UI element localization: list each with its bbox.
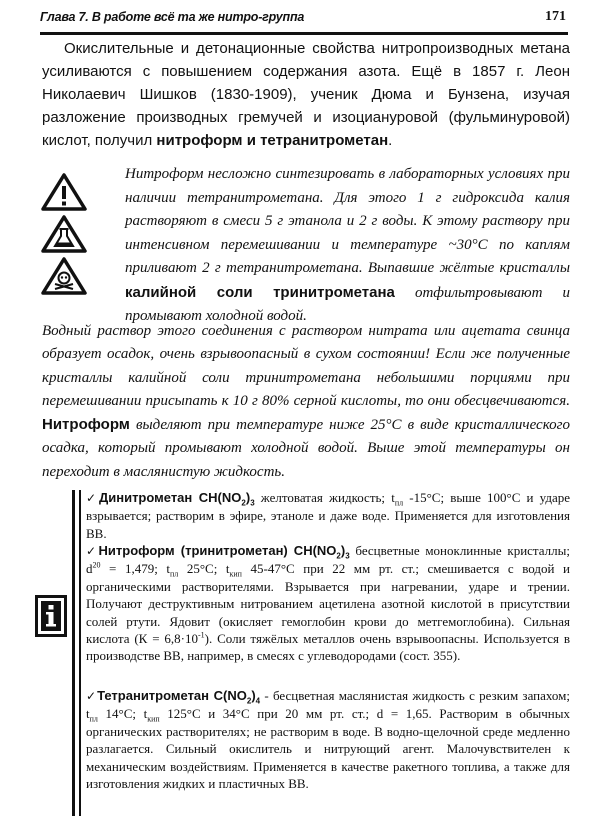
info-entry-tetranitromethane: ✓Тетранитрометан $C(NO_2)_4$ - бесцветная маслянистая жидкость с резким запахом; $t_{пл}$ 14°С; $t_{кип}$ 125°С и 34°С при 20 мм рт. ст.; d = 1,65. Растворим в обычных органических растворителях; не растворим в воде. В водно-щелочной среде медленно разлагается. Сильный окислитель и нитрующий агент. Малочувствителен к механическим воздействиям. Применяется в качестве ракетного топлива, а также для изготовления жидких и пластичных ВВ. — [86, 688, 570, 792]
intro-text-1: Окислительные и детонационные свойства нитропроизводных метана усиливаются с повышением содержания азота. Ещё в 1857 г. Леон Николаевич Шишков (1830-1909), ученик Дюма и Бунзена, изучая разложение производных гремучей и изоциануровой (фульминуровой) кислот, получил — [42, 40, 570, 149]
info-icon — [35, 595, 67, 637]
flask-hazard-icon — [40, 214, 88, 254]
info-entry-nitroform: ✓Нитроформ (тринитрометан) $CH(NO_2)_3$ бесцветные моноклинные кристаллы; $d^{20} = 1,479$; $t_{пл}$ 25°С; $t_{кип}$ 45-47°С при 22 мм рт. ст.; смешивается с водой и органическими растворителями. Взрывается при нагревании, ударе и трении. Получают деструктивным нитрованием ацетилена азотной кислотой в присутствии солей ртути. Ядовит (окисляет гемоглобин крови до метгемоглобина). Сильная кислота $(К = 6,8\cdot 10^{-1})$. Соли тяжёлых металлов очень взрывоопасны. Используется в производстве ВВ, например, в смесях с углеводородами (сост. 355). — [86, 543, 570, 664]
running-header — [40, 4, 568, 35]
experiment-text-1: Нитроформ несложно синтезировать в лабораторных условиях при наличии тетранитрометана. Для этого 1 г гидроксида калия растворяют в смеси 5 г этанола и 2 г воды. К этому раствору при интенсивном перемешивании и температуре ~30°С по каплям приливают 2 г тетранитрометана. Выпавшие жёлтые кристаллы — [125, 166, 570, 276]
experiment-text-4: выделяют при температуре ниже 25°С в виде кристаллического осадка, который промывают холодной водой. Выше этой температуры он переходит в маслянистую жидкость. — [42, 417, 570, 480]
info-entry-dinitromethane: ✓Динитрометан $CH(NO_2)_3$ желтоватая жидкость; $t_{пл}$ -15°С; выше 100°С и ударе взрывается; растворим в эфире, этаноле и даже воде. Применяется для изготовления ВВ. — [86, 490, 570, 541]
experiment-text-2: отфильтровывают и промывают холодной водой. — [125, 284, 570, 324]
toxic-hazard-icon — [40, 256, 88, 296]
info-sidebar-rule-inner — [79, 490, 81, 816]
check-mark: ✓ — [86, 689, 98, 703]
check-mark: ✓ — [86, 544, 99, 558]
experiment-text-3: Водный раствор этого соединения с раствором нитрата или ацетата свинца образует осадок, очень взрывоопасный в сухом состоянии! Если же полученные кристаллы калийной соли тринитрометана небольшими порциями при перемешивании присыпать к 10 г 80% серной кислоты, то они обесцвечиваются. — [42, 323, 570, 409]
entry-title: Нитроформ (тринитрометан) $CH(NO_2)_3$ — [98, 543, 350, 561]
experiment-bold-potassium-salt: калийной соли тринитрометана — [125, 283, 395, 301]
intro-bold-compounds: нитроформ и тетранитрометан — [156, 132, 389, 149]
info-sidebar-rule-outer — [72, 490, 75, 816]
experiment-bold-nitroform: Нитроформ — [42, 416, 130, 434]
page-number: 171 — [545, 9, 566, 24]
intro-text-2: . — [388, 132, 393, 149]
entry-title: Тетранитрометан $C(NO_2)_4$ — [97, 688, 261, 706]
entry-title: Динитрометан $CH(NO_2)_3$ — [98, 490, 255, 508]
chapter-title: Глава 7. В работе всё та же нитро-группа — [40, 10, 305, 24]
warning-triangle-icon — [40, 172, 88, 212]
check-mark: ✓ — [86, 491, 99, 505]
experiment-paragraph-full — [42, 320, 570, 484]
experiment-paragraph-indented — [125, 163, 570, 329]
intro-paragraph — [42, 37, 570, 152]
